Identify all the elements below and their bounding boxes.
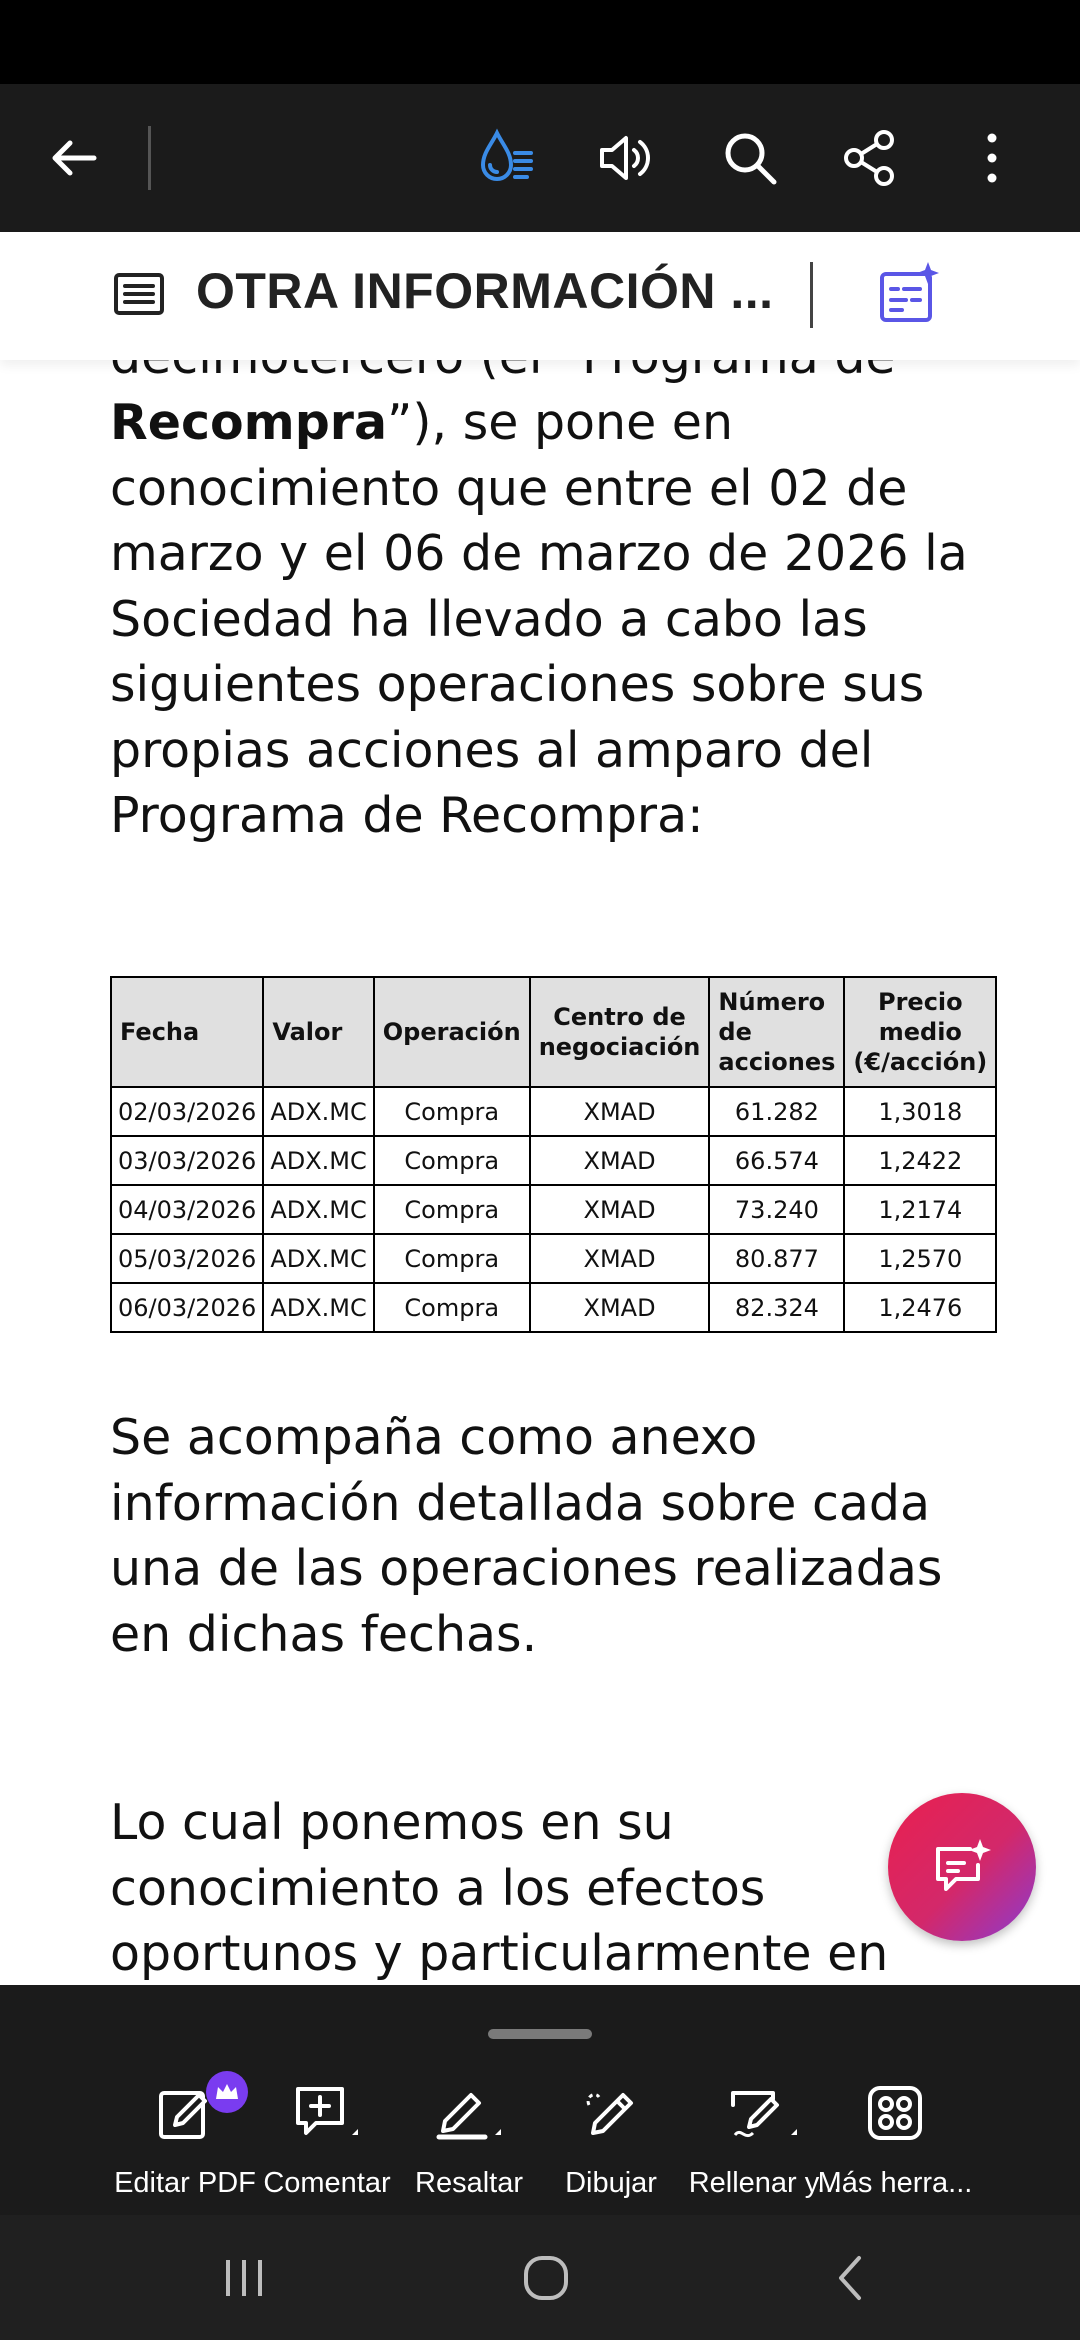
- comment-icon-wrap: [252, 2083, 402, 2153]
- search-icon: [720, 128, 780, 188]
- cell-numero: 82.324: [709, 1283, 844, 1332]
- status-bar: [0, 0, 1080, 84]
- cell-centro: XMAD: [530, 1136, 710, 1185]
- read-aloud-icon: [594, 126, 658, 190]
- share-icon: [840, 128, 900, 188]
- back-icon: [833, 2254, 867, 2302]
- comment-icon: [292, 2083, 362, 2147]
- toolbar-divider: [148, 126, 151, 190]
- header-operacion: Operación: [374, 977, 530, 1087]
- bold-term: Recompra: [110, 394, 388, 451]
- ai-assistant-icon[interactable]: [876, 260, 944, 328]
- cell-centro: XMAD: [530, 1087, 710, 1136]
- cell-precio: 1,3018: [844, 1087, 996, 1136]
- cell-operacion: Compra: [374, 1283, 530, 1332]
- nav-back-button[interactable]: [790, 2215, 910, 2340]
- tool-label: Resaltar: [415, 2167, 523, 2199]
- cell-numero: 73.240: [709, 1185, 844, 1234]
- cell-numero: 80.877: [709, 1234, 844, 1283]
- paragraph-3: Lo cual ponemos en su conocimiento a los efectos oportunos y particularmente en: [110, 1794, 889, 1982]
- cell-valor: ADX.MC: [263, 1136, 373, 1185]
- highlight-icon: [431, 2083, 507, 2147]
- cell-operacion: Compra: [374, 1185, 530, 1234]
- cell-valor: ADX.MC: [263, 1185, 373, 1234]
- cell-fecha: 02/03/2026: [111, 1087, 263, 1136]
- table-row: [111, 1136, 996, 1185]
- cell-fecha: 03/03/2026: [111, 1136, 263, 1185]
- home-icon: [522, 2254, 570, 2302]
- header-fecha: Fecha: [111, 977, 263, 1087]
- search-button[interactable]: [700, 84, 800, 232]
- more-tools-icon-wrap: [820, 2083, 970, 2153]
- liquid-mode-icon: [473, 125, 539, 191]
- more-tools-icon: [865, 2083, 925, 2143]
- draw-icon-wrap: [536, 2083, 686, 2153]
- header-precio: Precio medio (€/acción): [844, 977, 996, 1087]
- cell-centro: XMAD: [530, 1234, 710, 1283]
- cell-valor: ADX.MC: [263, 1234, 373, 1283]
- cell-centro: XMAD: [530, 1185, 710, 1234]
- tool-highlight[interactable]: [394, 1985, 544, 2215]
- cell-valor: ADX.MC: [263, 1283, 373, 1332]
- table-row: [111, 1234, 996, 1283]
- ai-chat-icon: [930, 1835, 994, 1899]
- top-toolbar: [0, 84, 1080, 232]
- tool-more-tools[interactable]: [817, 1985, 973, 2215]
- tools-panel: [0, 1985, 1080, 2215]
- ai-assistant-fab[interactable]: [888, 1793, 1036, 1941]
- cell-operacion: Compra: [374, 1087, 530, 1136]
- paragraph-1: [110, 390, 1010, 849]
- recent-apps-icon: [222, 2258, 266, 2298]
- header-numero: Número de acciones: [709, 977, 844, 1087]
- fill-sign-icon: [727, 2083, 803, 2147]
- read-aloud-button[interactable]: [576, 84, 676, 232]
- cell-precio: 1,2476: [844, 1283, 996, 1332]
- cell-precio: 1,2174: [844, 1185, 996, 1234]
- table-header-row: [111, 977, 996, 1087]
- tool-edit-pdf[interactable]: [110, 1985, 260, 2215]
- page-title: OTRA INFORMACIÓN ...: [196, 263, 774, 319]
- table-row: [111, 1185, 996, 1234]
- fill-sign-icon-wrap: [690, 2083, 840, 2153]
- highlight-icon-wrap: [394, 2083, 544, 2153]
- table-row: [111, 1283, 996, 1332]
- tool-label: Editar PDF: [114, 2167, 256, 2199]
- back-button[interactable]: [24, 84, 124, 232]
- liquid-mode-button[interactable]: [456, 84, 556, 232]
- cell-operacion: Compra: [374, 1136, 530, 1185]
- system-nav-bar: [0, 2215, 1080, 2340]
- more-vertical-icon: [982, 130, 1002, 186]
- document-title-bar: [0, 232, 1080, 360]
- cell-fecha: 06/03/2026: [111, 1283, 263, 1332]
- home-button[interactable]: [486, 2215, 606, 2340]
- tool-label: Rellenar y...: [688, 2167, 842, 2199]
- cell-valor: ADX.MC: [263, 1087, 373, 1136]
- draw-icon: [579, 2083, 643, 2147]
- cell-precio: 1,2422: [844, 1136, 996, 1185]
- cell-operacion: Compra: [374, 1234, 530, 1283]
- tool-draw[interactable]: [536, 1985, 686, 2215]
- cell-fecha: 05/03/2026: [111, 1234, 263, 1283]
- cell-precio: 1,2570: [844, 1234, 996, 1283]
- cell-numero: 61.282: [709, 1087, 844, 1136]
- tool-label: Dibujar: [565, 2167, 657, 2199]
- header-valor: Valor: [263, 977, 373, 1087]
- recent-apps-button[interactable]: [184, 2215, 304, 2340]
- cell-centro: XMAD: [530, 1283, 710, 1332]
- premium-crown-icon: [206, 2071, 248, 2113]
- cell-numero: 66.574: [709, 1136, 844, 1185]
- cell-fecha: 04/03/2026: [111, 1185, 263, 1234]
- paragraph-1-text: ”), se pone en conocimiento que entre el 02 de marzo y el 06 de marzo de 2026 la Sociedad ha llevado a cabo las siguientes operaciones sobre sus propias acciones al amparo del Programa de Recompra:: [110, 394, 968, 844]
- tool-label: Comentar: [263, 2167, 391, 2199]
- arrow-left-icon: [46, 130, 102, 186]
- document-viewer[interactable]: [0, 360, 1080, 1985]
- operations-table: [110, 976, 997, 1333]
- header-centro: Centro de negociación: [530, 977, 710, 1087]
- paragraph-2: Se acompaña como anexo información detallada sobre cada una de las operaciones realizadas en dichas fechas.: [110, 1409, 943, 1663]
- share-button[interactable]: [820, 84, 920, 232]
- tool-label: Más herra...: [817, 2167, 973, 2199]
- table-of-contents-icon[interactable]: [112, 270, 168, 320]
- more-options-button[interactable]: [942, 84, 1042, 232]
- title-divider: [810, 262, 813, 328]
- table-row: [111, 1087, 996, 1136]
- tool-comment[interactable]: [252, 1985, 402, 2215]
